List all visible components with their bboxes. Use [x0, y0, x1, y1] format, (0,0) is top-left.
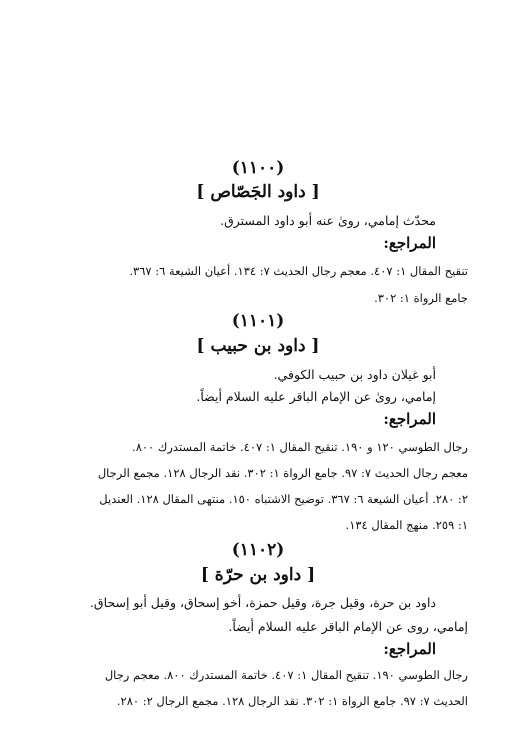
- reference-line: رجال الطوسي ١٢٠ و ١٩٠. تنقيح المقال ١: ٤٠٧. خاتمة المستدرك ٨٠٠.: [132, 440, 468, 454]
- reference-line: ١: ٢٥٩. منهج المقال ١٣٤.: [345, 518, 468, 532]
- reference-line: رجال الطوسي ١٩٠. تنقيح المقال ١: ٤٠٧. خاتمة المستدرك ٨٠٠. معجم رجال: [104, 668, 468, 682]
- entry-number: (١١٠٢): [231, 540, 285, 560]
- entry-number: (١١٠١): [231, 311, 285, 331]
- references-heading: المراجع:: [383, 640, 436, 658]
- references-heading: المراجع:: [383, 234, 436, 252]
- entry-title: [ داود بن حبيب ]: [196, 336, 320, 356]
- reference-line: ٢: ٢٨٠. أعيان الشيعة ٦: ٣٦٧. توضيح الاشتباه ١٥٠. منتهى المقال ١٢٨. العنديل: [99, 492, 468, 506]
- entry-number: (١١٠٠): [231, 158, 285, 178]
- reference-line: تنقيح المقال ١: ٤٠٧. معجم رجال الحديث ٧: ١٣٤. أعيان الشيعة ٦: ٣٦٧.: [129, 264, 468, 278]
- entry-text-line: إمامي، روى عن الإمام الباقر عليه السلام أيضاً.: [228, 619, 468, 634]
- reference-line: معجم رجال الحديث ٧: ٩٧. جامع الرواة ١: ٣٠٢. نقد الرجال ١٢٨. مجمع الرجال: [97, 466, 468, 480]
- entry-title: [ داود الجَصّاص ]: [196, 182, 320, 202]
- entry-text-line: إمامي، رویٰ عن الإمام الباقر عليه السلام أيضاً.: [196, 389, 436, 404]
- references-heading: المراجع:: [383, 410, 436, 428]
- reference-line: جامع الرواة ١: ٣٠٢.: [374, 291, 468, 305]
- reference-line: الحديث ٧: ٩٧. جامع الرواة ١: ٣٠٢. نقد الرجال ١٢٨. مجمع الرجال ٢: ٢٨٠.: [116, 694, 468, 708]
- entry-text-line: أبو غيلان داود بن حبيب الكوفي.: [273, 367, 436, 382]
- entry-text-line: محدّث إمامي، رویٰ عنه أبو داود المسترق.: [220, 213, 436, 228]
- entry-text-line: داود بن حرة، وقيل جرة، وقيل حمزة، أخو إسحاق، وقيل أبو إسحاق.: [89, 595, 436, 610]
- entry-title: [ داود بن حرّة ]: [200, 565, 316, 585]
